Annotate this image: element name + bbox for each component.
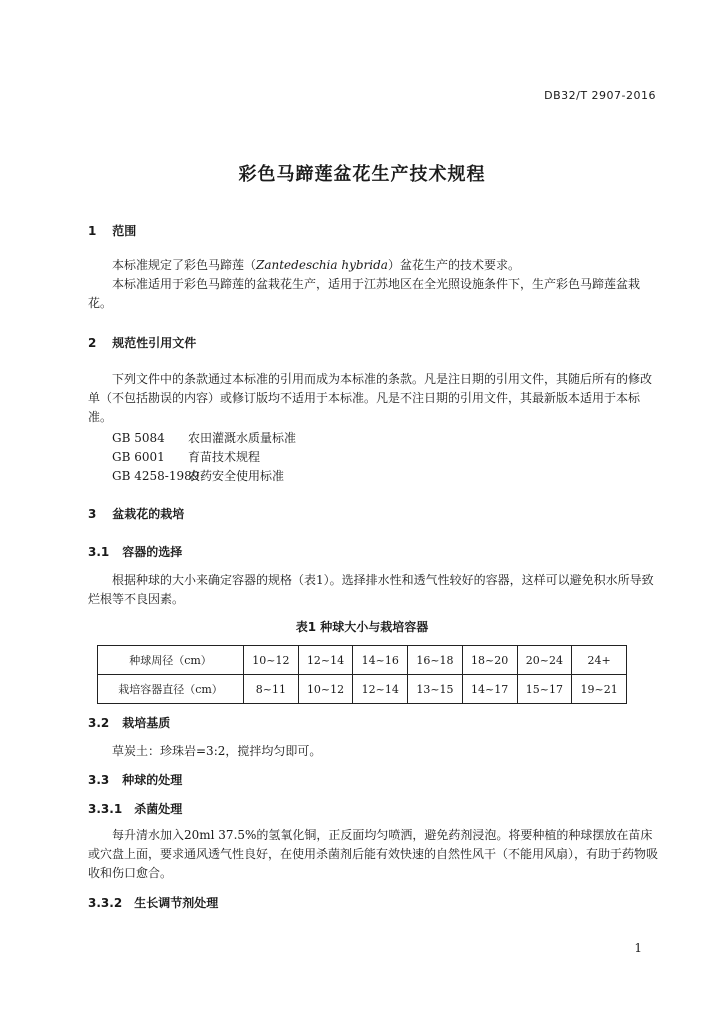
- table-cell: 12~14: [298, 646, 353, 675]
- scope-text-2: 本标准适用于彩色马蹄莲的盆栽花生产，适用于江苏地区在全光照设施条件下，生产彩色马蹄莲盆栽花。: [88, 277, 641, 310]
- sterilization-paragraph: [88, 826, 658, 883]
- section-title: 杀菌处理: [134, 802, 183, 816]
- section-1-heading: [88, 222, 136, 239]
- sterilization-text: 每升清水加入20ml 37.5%的氢氧化铜，正反面均匀喷洒，避免药剂浸泡。将要种植的种球摆放在苗床或穴盘上面，要求通风透气性良好，在使用杀菌剂后能有效快速的自然性风干（不能用风扇），有助于药物吸收和伤口愈合。: [88, 828, 659, 880]
- table-cell: 14~16: [353, 646, 408, 675]
- table-cell: 20~24: [517, 646, 572, 675]
- section-title: 栽培基质: [122, 716, 171, 730]
- section-2-heading: [88, 334, 196, 351]
- table-cell: 10~12: [244, 646, 299, 675]
- row-header: 栽培容器直径（cm）: [98, 675, 244, 704]
- section-3-3-1-heading: [88, 800, 182, 817]
- section-title: 容器的选择: [122, 545, 183, 559]
- document-title: 彩色马蹄莲盆花生产技术规程: [238, 164, 486, 185]
- table-cell: 14~17: [462, 675, 517, 704]
- reference-title: 农药安全使用标准: [188, 469, 285, 483]
- section-title: 规范性引用文件: [112, 336, 197, 350]
- scope-paragraph-1: [88, 256, 658, 275]
- section-3-3-heading: [88, 771, 182, 788]
- reference-item: [112, 429, 296, 446]
- section-number: 3.1: [88, 545, 110, 559]
- table-row: [98, 646, 627, 675]
- table-cell: 13~15: [408, 675, 463, 704]
- section-3-3-2-heading: [88, 894, 218, 911]
- reference-title: 农田灌溉水质量标准: [188, 431, 297, 445]
- scope-paragraph-2: [88, 275, 658, 313]
- table-cell: 15~17: [517, 675, 572, 704]
- normative-text: 下列文件中的条款通过本标准的引用而成为本标准的条款。凡是注日期的引用文件，其随后所有的修改单（不包括勘误的内容）或修订版均不适用于本标准。凡是不注日期的引用文件，其最新版本适用于本标准。: [88, 372, 653, 424]
- table-cell: 12~14: [353, 675, 408, 704]
- reference-title: 育苗技术规程: [188, 450, 261, 464]
- section-number: 2: [88, 336, 97, 350]
- reference-code: GB 4258-1989: [112, 469, 200, 483]
- section-number: 3.3.2: [88, 896, 123, 910]
- table-row: [98, 675, 627, 704]
- section-number: 3: [88, 507, 97, 521]
- table-cell: 16~18: [408, 646, 463, 675]
- table-cell: 18~20: [462, 646, 517, 675]
- scope-text: 本标准规定了彩色马蹄莲（: [112, 258, 257, 272]
- reference-code: GB 6001: [112, 450, 165, 464]
- reference-item: [112, 467, 284, 484]
- substrate-paragraph: [88, 742, 658, 761]
- table-cell: 19~21: [572, 675, 627, 704]
- reference-item: [112, 448, 260, 465]
- page-number: 1: [634, 941, 642, 955]
- section-title: 范围: [112, 224, 137, 238]
- section-3-heading: [88, 505, 184, 522]
- section-number: 3.3.1: [88, 802, 123, 816]
- scope-text-end: ）盆花生产的技术要求。: [387, 258, 520, 272]
- row-header: 种球周径（cm）: [98, 646, 244, 675]
- latin-name: Zantedeschia hybrida: [256, 258, 388, 272]
- document-code: DB32/T 2907-2016: [544, 89, 656, 102]
- normative-paragraph: [88, 370, 658, 427]
- container-text: 根据种球的大小来确定容器的规格（表1）。选择排水性和透气性较好的容器，这样可以避免积水所导致烂根等不良因素。: [88, 573, 654, 606]
- section-3-1-heading: [88, 543, 182, 560]
- section-title: 种球的处理: [122, 773, 183, 787]
- section-title: 盆栽花的栽培: [112, 507, 185, 521]
- reference-code: GB 5084: [112, 431, 165, 445]
- bulb-container-table: [97, 645, 627, 704]
- table-caption: 表1 种球大小与栽培容器: [295, 620, 429, 634]
- section-3-2-heading: [88, 714, 170, 731]
- table-cell: 24+: [572, 646, 627, 675]
- section-number: 3.2: [88, 716, 110, 730]
- section-title: 生长调节剂处理: [134, 896, 219, 910]
- substrate-text: 草炭土：珍珠岩=3:2，搅拌均匀即可。: [112, 744, 322, 758]
- table-cell: 10~12: [298, 675, 353, 704]
- table-cell: 8~11: [244, 675, 299, 704]
- section-number: 1: [88, 224, 97, 238]
- container-paragraph: [88, 571, 658, 609]
- section-number: 3.3: [88, 773, 110, 787]
